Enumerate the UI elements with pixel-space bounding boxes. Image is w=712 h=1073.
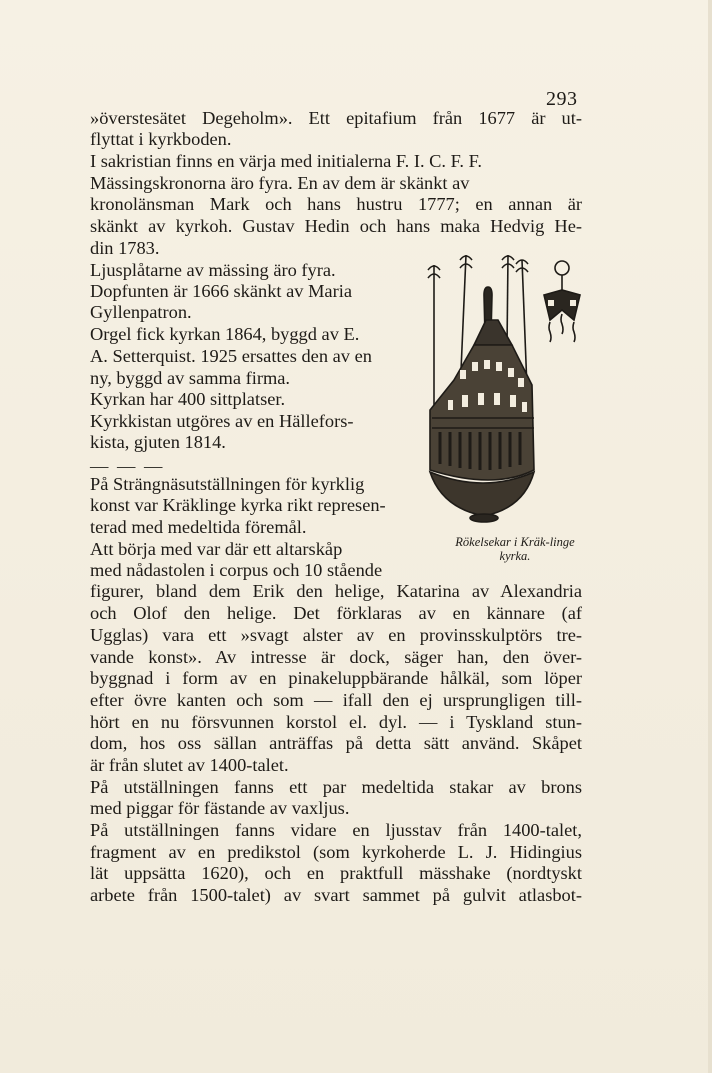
text-line: arbete från 1500-talet) av svart sammet på gulvit atlasbot- — [90, 885, 582, 905]
text-line: fragment av en predikstol (som kyrkoherde L. J. Hidingius — [90, 842, 582, 862]
text-line: Gyllenpatron. — [90, 302, 192, 322]
text-line: byggnad i form av en pinakeluppbärande hålkäl, som löper — [90, 668, 582, 688]
text-line: hört en nu försvunnen korstol el. dyl. — i Tyskland stun- — [90, 712, 582, 732]
text-line: Kyrkkistan utgöres av en Hällefors- — [90, 411, 354, 431]
text-line: Orgel fick kyrkan 1864, byggd av E. — [90, 324, 360, 344]
text-line: med nådastolen i corpus och 10 stående — [90, 560, 383, 580]
text-line: Dopfunten är 1666 skänkt av Maria — [90, 281, 352, 301]
text-line: lät uppsätta 1620), och en praktfull mässhake (nordtyskt — [90, 863, 582, 883]
text-line: Kyrkan har 400 sittplatser. — [90, 389, 286, 409]
text-line: figurer, bland dem Erik den helige, Katarina av Alexandria — [90, 581, 582, 601]
text-line: och Olof den helige. Det förklaras av en kännare (af — [90, 603, 582, 623]
page-edge — [708, 0, 712, 1073]
text-line: kronolänsman Mark och hans hustru 1777; en annan är — [90, 194, 582, 214]
text-line: din 1783. — [90, 238, 160, 258]
figure-caption: Rökelsekar i Kräk-linge kyrka. — [455, 535, 575, 563]
section-divider: — — — — [90, 456, 165, 476]
text-line: På utställningen fanns vidare en ljusstav från 1400-talet, — [90, 820, 582, 840]
text-line: terad med medeltida föremål. — [90, 517, 307, 537]
text-line: Ugglas) vara ett »svagt alster av en provinsskulptörs tre- — [90, 625, 582, 645]
text-line: vande konst». Av intresse är dock, säger han, den över- — [90, 647, 582, 667]
text-line: kista, gjuten 1814. — [90, 432, 226, 452]
text-line: är från slutet av 1400-talet. — [90, 755, 289, 775]
text-line: A. Setterquist. 1925 ersattes den av en — [90, 346, 372, 366]
text-line: konst var Kräklinge kyrka rikt represen- — [90, 495, 386, 515]
censer-illustration-icon — [414, 250, 594, 540]
text-line: Mässingskronorna äro fyra. En av dem är skänkt av — [90, 173, 470, 193]
text-line: Att börja med var där ett altarskåp — [90, 539, 343, 559]
text-line: På Strängnäsutställningen för kyrklig — [90, 474, 365, 494]
text-line: efter övre kanten och som — ifall den ej ursprungligen till- — [90, 690, 582, 710]
text-line: ny, byggd av samma firma. — [90, 368, 291, 388]
text-line: flyttat i kyrkboden. — [90, 129, 232, 149]
text-line: skänkt av kyrkoh. Gustav Hedin och hans maka Hedvig He- — [90, 216, 582, 236]
text-line: På utställningen fanns ett par medeltida stakar av brons — [90, 777, 582, 797]
text-line: Ljusplåtarne av mässing äro fyra. — [90, 260, 336, 280]
text-line: dom, hos oss sällan anträffas på detta sätt använd. Skåpet — [90, 733, 582, 753]
text-line: »överstesätet Degeholm». Ett epitafium från 1677 är ut- — [90, 108, 582, 128]
text-line: med piggar för fästande av vaxljus. — [90, 798, 350, 818]
page-number: 293 — [546, 88, 578, 110]
text-line: I sakristian finns en värja med initialerna F. I. C. F. F. — [90, 151, 482, 171]
